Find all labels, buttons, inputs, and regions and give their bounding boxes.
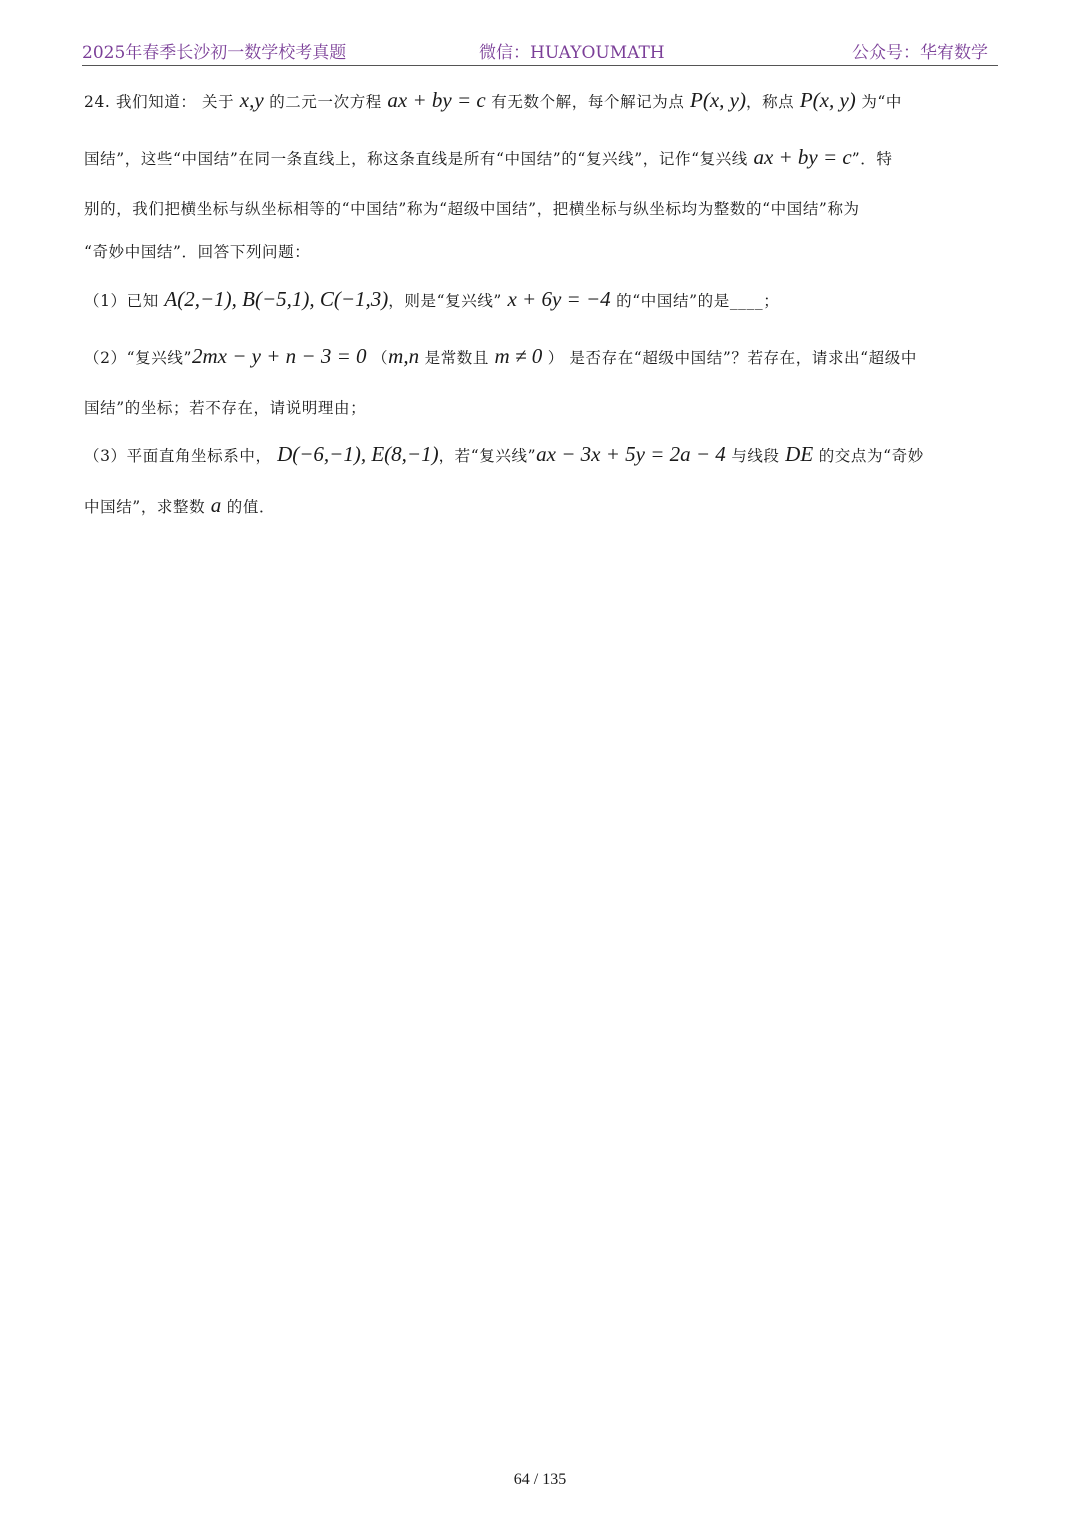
math-points-abc: A(2,−1), B(−5,1), C(−1,3) (164, 287, 389, 311)
page-header (82, 38, 998, 66)
header-title: 2025年春季长沙初一数学校考真题 (82, 43, 347, 63)
math-points-de: D(−6,−1), E(8,−1) (277, 442, 439, 466)
question-2-line-2: 国结”的坐标；若不存在，请说明理由； (84, 399, 367, 417)
page-number: 64 / 135 (513, 1471, 567, 1488)
math-equation-2: ax + by = c (753, 145, 852, 169)
math-xy: x,y (239, 88, 264, 112)
question-1: （1）已知 A(2,−1), B(−5,1), C(−1,3)，则是“复兴线” x + 6y = −4 的“中国结”的是____； (84, 287, 780, 311)
math-point-p: P(x, y) (690, 88, 746, 112)
math-mn: m,n (388, 344, 420, 368)
math-m-nonzero: m ≠ 0 (494, 344, 543, 368)
math-point-p-2: P(x, y) (799, 88, 856, 112)
answer-blank: ____ (729, 292, 764, 310)
math-line-3: ax − 3x + 5y = 2a − 4 (536, 442, 726, 466)
math-a: a (210, 493, 222, 517)
math-line-1: x + 6y = −4 (507, 287, 611, 311)
problem-line-4: “奇妙中国结”．回答下列问题： (84, 243, 311, 261)
header-account: 公众号：华宥数学 (852, 43, 988, 63)
question-3-line-2: 中国结”，求整数 a 的值． (84, 493, 276, 517)
problem-line-1: 24. 我们知道： 关于 x,y 的二元一次方程 ax + by = c 有无数个解，每个解记为点 P(x, y)，称点 P(x, y) 为“中 (84, 88, 903, 112)
math-equation: ax + by = c (387, 88, 486, 112)
question-3-line-1: （3）平面直角坐标系中， D(−6,−1), E(8,−1)，若“复兴线”ax − 3x + 5y = 2a − 4 与线段 DE 的交点为“奇妙 (84, 442, 924, 466)
math-line-2: 2mx − y + n − 3 = 0 (192, 344, 367, 368)
problem-line-3: 别的，我们把横坐标与纵坐标相等的“中国结”称为“超级中国结”，把横坐标与纵坐标均为整数的“中国结”称为 (84, 200, 860, 218)
problem-line-2: 国结”，这些“中国结”在同一条直线上，称这条直线是所有“中国结”的“复兴线”，记作“复兴线 ax + by = c”．特 (84, 145, 893, 169)
question-2-line-1: （2）“复兴线”2mx − y + n − 3 = 0 （m,n 是常数且 m ≠ 0 ） 是否存在“超级中国结”？若存在，请求出“超级中 (84, 344, 917, 368)
header-wechat: 微信：HUAYOUMATH (479, 43, 665, 63)
math-segment-de: DE (785, 442, 814, 466)
